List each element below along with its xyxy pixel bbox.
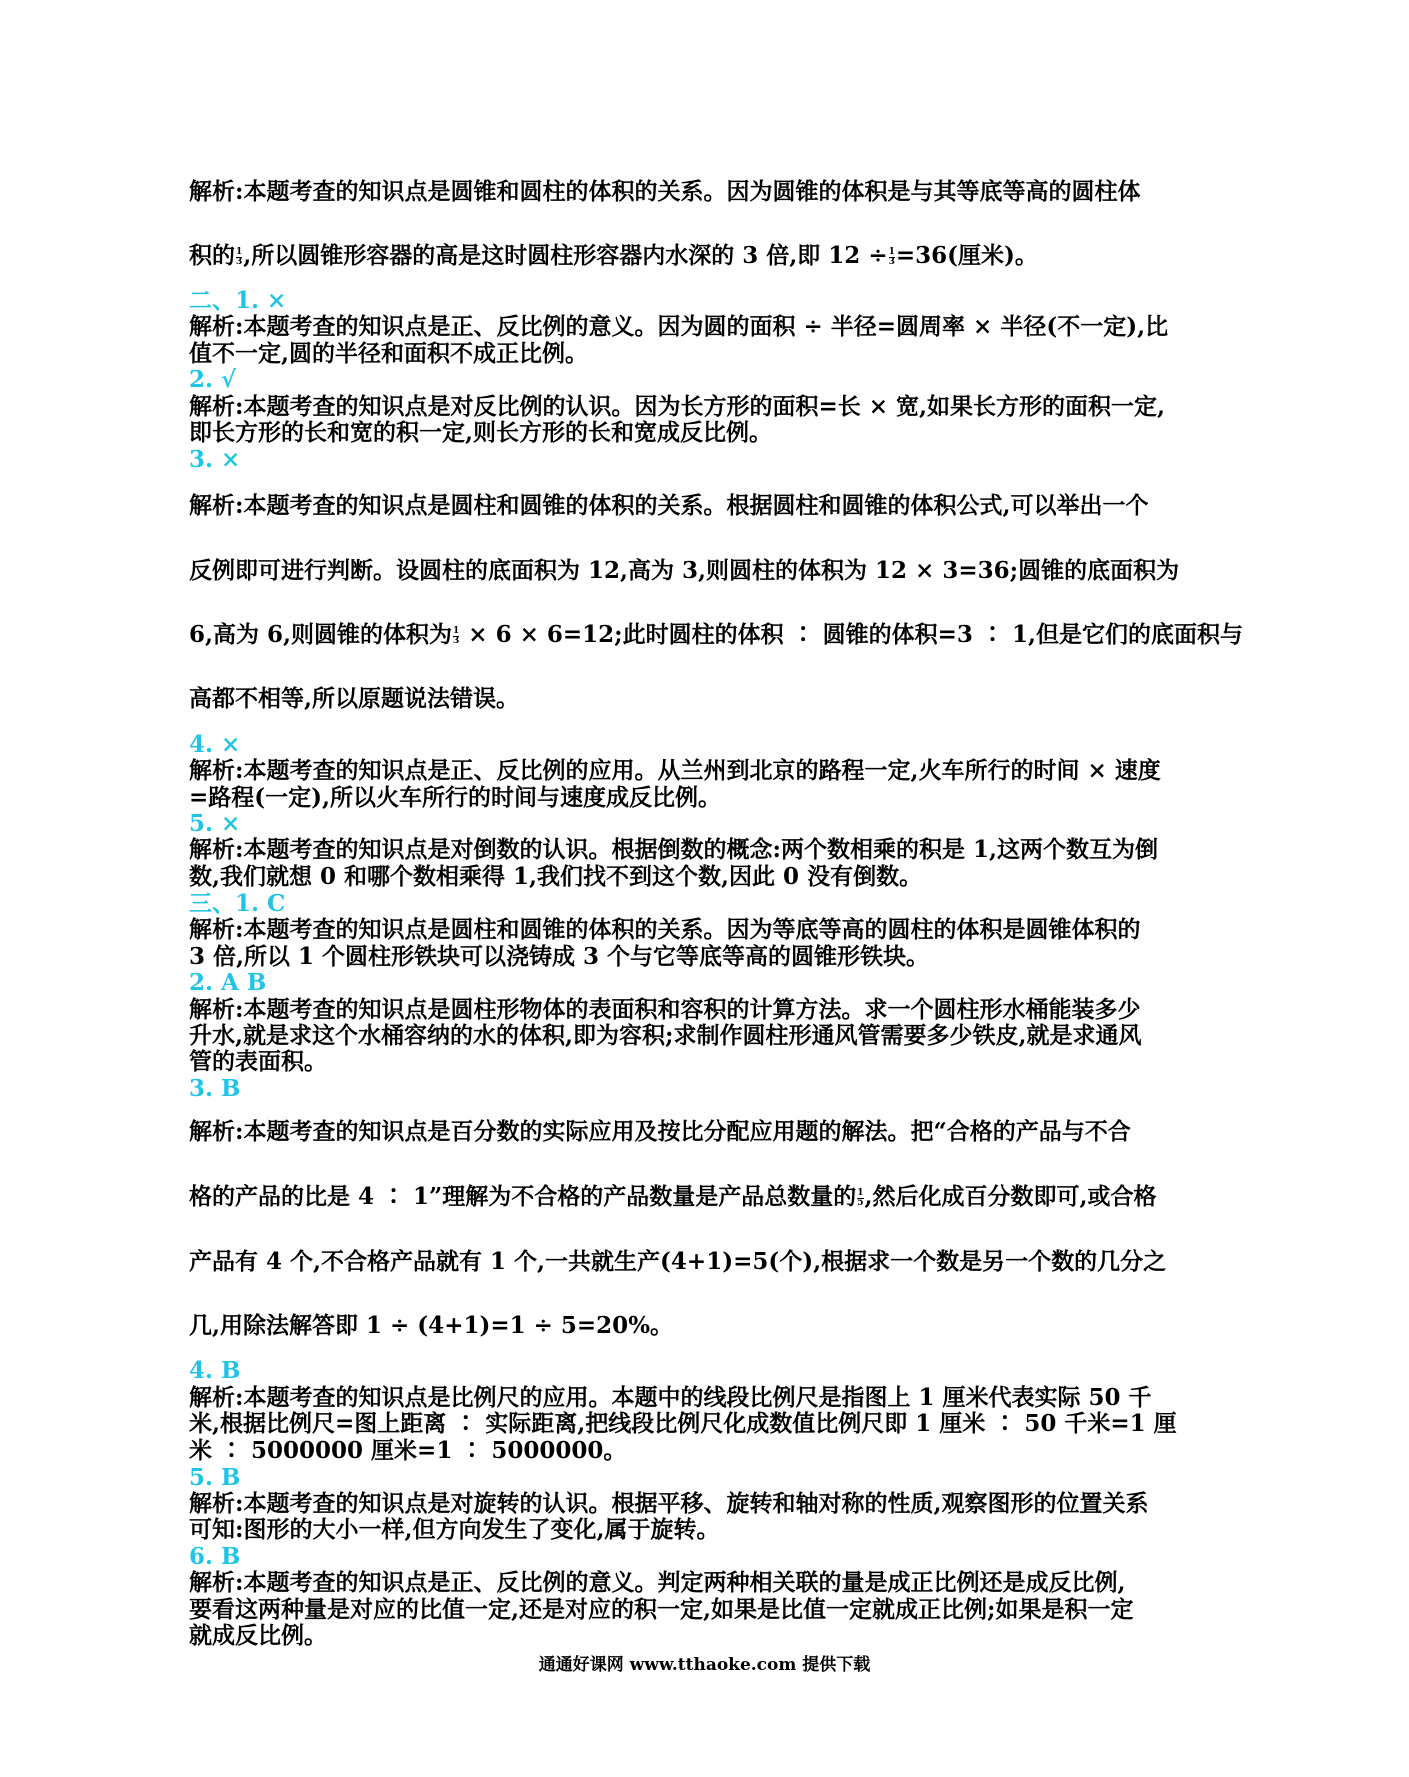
explanation-line: 解析:本题考查的知识点是百分数的实际应用及按比分配应用题的解法。把“合格的产品与不合 xyxy=(189,1118,1131,1145)
explanation-line: 3 倍,所以 1 个圆柱形铁块可以浇铸成 3 个与它等底等高的圆锥形铁块。 xyxy=(189,943,930,970)
text-segment: ,所以圆锥形容器的高是这时圆柱形容器内水深的 3 倍,即 12 ÷ xyxy=(243,242,888,269)
answer-label: 三、1. C xyxy=(189,890,286,917)
answer-label: 4. × xyxy=(189,731,241,758)
explanation-line: 数,我们就想 0 和哪个数相乘得 1,我们找不到这个数,因此 0 没有倒数。 xyxy=(189,863,923,890)
explanation-line: 解析:本题考查的知识点是对倒数的认识。根据倒数的概念:两个数相乘的积是 1,这两个数互为倒 xyxy=(189,836,1158,863)
text-segment: =36(厘米)。 xyxy=(895,242,1038,269)
fraction xyxy=(236,248,242,267)
answer-label: 6. B xyxy=(189,1543,241,1570)
explanation-line: 解析:本题考查的知识点是圆锥和圆柱的体积的关系。因为圆锥的体积是与其等底等高的圆柱体 xyxy=(189,178,1141,205)
explanation-line: 解析:本题考查的知识点是比例尺的应用。本题中的线段比例尺是指图上 1 厘米代表实际 50 千 xyxy=(189,1384,1152,1411)
explanation-line xyxy=(189,1183,1157,1210)
explanation-line: 几,用除法解答即 1 ÷ (4+1)=1 ÷ 5=20%。 xyxy=(189,1312,674,1339)
explanation-line: =路程(一定),所以火车所行的时间与速度成反比例。 xyxy=(189,784,722,811)
text-segment: 6,高为 6,则圆锥的体积为 xyxy=(189,621,453,648)
text-segment: 格的产品的比是 4 ∶ 1”理解为不合格的产品数量是产品总数量的 xyxy=(189,1183,857,1210)
answer-label: 3. × xyxy=(189,446,241,473)
explanation-line xyxy=(189,242,1038,269)
explanation-line: 解析:本题考查的知识点是对反比例的认识。因为长方形的面积=长 × 宽,如果长方形的面积一定, xyxy=(189,393,1166,420)
fraction-denominator: 3 xyxy=(888,256,895,267)
fraction-denominator: 5 xyxy=(857,1197,864,1208)
answer-label: 5. B xyxy=(189,1464,241,1491)
explanation-line: 解析:本题考查的知识点是正、反比例的意义。因为圆的面积 ÷ 半径=圆周率 × 半径(不一定),比 xyxy=(189,313,1169,340)
explanation-line: 米,根据比例尺=图上距离 ∶ 实际距离,把线段比例尺化成数值比例尺即 1 厘米 ∶ 50 千米=1 厘 xyxy=(189,1410,1177,1437)
explanation-line: 解析:本题考查的知识点是圆柱和圆锥的体积的关系。因为等底等高的圆柱的体积是圆锥体积的 xyxy=(189,916,1141,943)
fraction-denominator: 3 xyxy=(236,256,243,267)
fraction-denominator: 3 xyxy=(453,635,460,646)
explanation-line: 米 ∶ 5000000 厘米=1 ∶ 5000000。 xyxy=(189,1437,627,1464)
answer-label: 4. B xyxy=(189,1357,241,1384)
answer-label: 3. B xyxy=(189,1075,241,1102)
page-footer: 通通好课网 www.tthaoke.com 提供下载 xyxy=(538,1655,871,1675)
explanation-line: 要看这两种量是对应的比值一定,还是对应的积一定,如果是比值一定就成正比例;如果是积一定 xyxy=(189,1596,1134,1623)
text-segment: × 6 × 6=12;此时圆柱的体积 ∶ 圆锥的体积=3 ∶ 1,但是它们的底面积与 xyxy=(460,621,1243,648)
fraction-numerator: 1 xyxy=(888,246,895,257)
explanation-line: 解析:本题考查的知识点是圆柱形物体的表面积和容积的计算方法。求一个圆柱形水桶能装多少 xyxy=(189,996,1141,1023)
text-segment: ,然后化成百分数即可,或合格 xyxy=(864,1183,1157,1210)
fraction-numerator: 1 xyxy=(857,1187,864,1198)
text-segment: 积的 xyxy=(189,242,235,269)
fraction xyxy=(857,1189,863,1208)
fraction-numerator: 1 xyxy=(236,246,243,257)
fraction xyxy=(889,248,895,267)
answer-label: 2. A B xyxy=(189,969,267,996)
explanation-line: 解析:本题考查的知识点是对旋转的认识。根据平移、旋转和轴对称的性质,观察图形的位置关系 xyxy=(189,1490,1149,1517)
explanation-line: 解析:本题考查的知识点是正、反比例的意义。判定两种相关联的量是成正比例还是成反比例, xyxy=(189,1569,1126,1596)
explanation-line: 解析:本题考查的知识点是圆柱和圆锥的体积的关系。根据圆柱和圆锥的体积公式,可以举出一个 xyxy=(189,492,1149,519)
answer-label: 5. × xyxy=(189,810,241,837)
explanation-line: 可知:图形的大小一样,但方向发生了变化,属于旋转。 xyxy=(189,1516,720,1543)
fraction xyxy=(453,627,459,646)
explanation-line: 产品有 4 个,不合格产品就有 1 个,一共就生产(4+1)=5(个),根据求一个数是另一个数的几分之 xyxy=(189,1248,1167,1275)
explanation-line xyxy=(189,621,1243,648)
explanation-line: 解析:本题考查的知识点是正、反比例的应用。从兰州到北京的路程一定,火车所行的时间 × 速度 xyxy=(189,757,1161,784)
explanation-line: 值不一定,圆的半径和面积不成正比例。 xyxy=(189,340,589,367)
explanation-line: 就成反比例。 xyxy=(189,1622,327,1649)
explanation-line: 升水,就是求这个水桶容纳的水的体积,即为容积;求制作圆柱形通风管需要多少铁皮,就是求通风 xyxy=(189,1022,1142,1049)
explanation-line: 高都不相等,所以原题说法错误。 xyxy=(189,685,520,712)
fraction-numerator: 1 xyxy=(453,625,460,636)
explanation-line: 管的表面积。 xyxy=(189,1048,327,1075)
explanation-line: 即长方形的长和宽的积一定,则长方形的长和宽成反比例。 xyxy=(189,419,773,446)
answer-label: 2. √ xyxy=(189,366,237,393)
explanation-line: 反例即可进行判断。设圆柱的底面积为 12,高为 3,则圆柱的体积为 12 × 3=36;圆锥的底面积为 xyxy=(189,557,1180,584)
answer-label: 二、1. × xyxy=(189,287,287,314)
